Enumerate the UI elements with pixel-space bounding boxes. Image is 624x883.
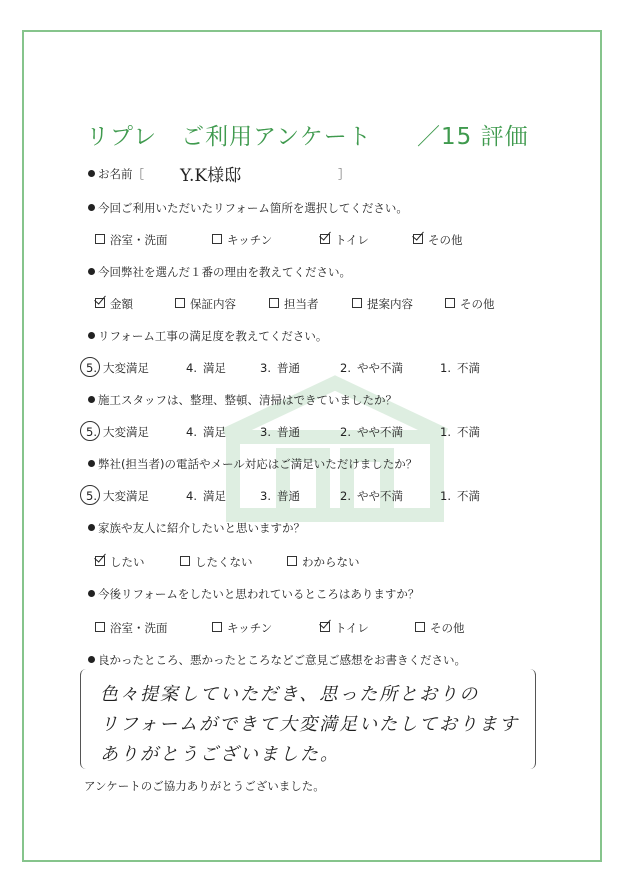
option-label: キッチン	[227, 233, 273, 247]
evaluation-score: ／15 評価	[417, 124, 529, 150]
question-6	[88, 520, 305, 536]
rating-option[interactable]	[86, 424, 149, 440]
checkbox-checked-icon[interactable]	[95, 298, 105, 308]
checkbox-option[interactable]	[320, 232, 369, 248]
option-label: その他	[460, 297, 495, 311]
checkbox-checked-icon[interactable]	[95, 556, 105, 566]
question-3	[88, 328, 327, 344]
question-3-text: リフォーム工事の満足度を教えてください。	[98, 329, 328, 343]
checkbox-option[interactable]	[269, 296, 319, 312]
survey-title	[86, 118, 529, 151]
option-label: したくない	[195, 555, 253, 569]
rating-option[interactable]	[260, 424, 300, 440]
option-label: 浴室・洗面	[110, 621, 168, 635]
bullet-icon	[88, 396, 95, 403]
bullet-icon	[88, 332, 95, 339]
checkbox-icon[interactable]	[212, 234, 222, 244]
checkbox-option[interactable]	[352, 296, 413, 312]
checkbox-icon[interactable]	[269, 298, 279, 308]
rating-number: 1.	[440, 361, 451, 375]
rating-option[interactable]	[440, 488, 480, 504]
rating-number: 4.	[186, 425, 197, 439]
rating-label: やや不満	[356, 489, 403, 503]
checkbox-icon[interactable]	[95, 622, 105, 632]
rating-number: 2.	[340, 361, 351, 375]
option-label: その他	[430, 621, 465, 635]
question-2	[88, 264, 351, 280]
rating-label: 不満	[456, 425, 480, 439]
name-label: お名前［	[98, 167, 144, 181]
rating-option[interactable]	[340, 424, 403, 440]
rating-number: 5.	[86, 361, 97, 375]
name-value: Y.K様邸	[180, 166, 242, 186]
rating-option[interactable]	[186, 488, 226, 504]
comment-line: ありがとうございました。	[100, 744, 340, 765]
rating-option[interactable]	[86, 488, 149, 504]
checkbox-option[interactable]	[413, 232, 463, 248]
bullet-icon	[88, 170, 95, 177]
checkbox-icon[interactable]	[287, 556, 297, 566]
rating-number: 3.	[260, 489, 271, 503]
title-text: リプレ ご利用アンケート	[86, 124, 372, 150]
rating-label: 不満	[456, 361, 480, 375]
checkbox-icon[interactable]	[445, 298, 455, 308]
question-4	[88, 392, 397, 408]
question-4-text: 施工スタッフは、整理、整頓、清掃はできていましたか？	[98, 393, 397, 407]
checkbox-option[interactable]	[95, 620, 168, 636]
rating-option[interactable]	[86, 360, 149, 376]
rating-label: 満足	[202, 489, 226, 503]
checkbox-option[interactable]	[320, 620, 369, 636]
question-5	[88, 456, 417, 472]
bullet-icon	[88, 590, 95, 597]
checkbox-option[interactable]	[212, 232, 272, 248]
name-label-wrap	[88, 166, 144, 182]
checkbox-icon[interactable]	[415, 622, 425, 632]
rating-label: 不満	[456, 489, 480, 503]
rating-option[interactable]	[260, 360, 300, 376]
checkbox-option[interactable]	[175, 296, 236, 312]
checkbox-option[interactable]	[287, 554, 360, 570]
checkbox-icon[interactable]	[175, 298, 185, 308]
rating-label: 大変満足	[102, 489, 149, 503]
checkbox-option[interactable]	[95, 296, 133, 312]
checkbox-icon[interactable]	[180, 556, 190, 566]
rating-label: やや不満	[356, 425, 403, 439]
name-close-bracket: ］	[338, 167, 350, 181]
option-label: わからない	[302, 555, 360, 569]
checkbox-checked-icon[interactable]	[413, 234, 423, 244]
checkbox-icon[interactable]	[352, 298, 362, 308]
rating-label: 満足	[202, 361, 226, 375]
rating-option[interactable]	[340, 488, 403, 504]
comment-line: リフォームができて大変満足いたしております	[100, 714, 520, 735]
rating-option[interactable]	[440, 424, 480, 440]
comment-line: 色々提案していただき、思った所とおりの	[100, 684, 480, 705]
rating-number: 1.	[440, 489, 451, 503]
option-label: キッチン	[227, 621, 273, 635]
rating-option[interactable]	[186, 424, 226, 440]
checkbox-icon[interactable]	[95, 234, 105, 244]
rating-number: 2.	[340, 425, 351, 439]
rating-number: 4.	[186, 489, 197, 503]
question-8-text: 良かったところ、悪かったところなどご意見ご感想をお書きください。	[98, 653, 466, 667]
checkbox-option[interactable]	[95, 554, 145, 570]
rating-number: 5.	[86, 425, 97, 439]
rating-number: 2.	[340, 489, 351, 503]
option-label: したい	[110, 555, 145, 569]
question-2-text: 今回弊社を選んだ１番の理由を教えてください。	[98, 265, 351, 279]
option-label: その他	[428, 233, 463, 247]
thank-you-footer: アンケートのご協力ありがとうございました。	[84, 779, 325, 793]
rating-number: 3.	[260, 361, 271, 375]
question-1-text: 今回ご利用いただいたリフォーム箇所を選択してください。	[98, 201, 408, 215]
rating-label: 普通	[276, 361, 300, 375]
rating-number: 4.	[186, 361, 197, 375]
checkbox-checked-icon[interactable]	[320, 234, 330, 244]
rating-option[interactable]	[186, 360, 226, 376]
rating-number: 3.	[260, 425, 271, 439]
bullet-icon	[88, 268, 95, 275]
rating-option[interactable]	[260, 488, 300, 504]
question-8	[88, 652, 466, 668]
option-label: 提案内容	[367, 297, 413, 311]
rating-label: 普通	[276, 489, 300, 503]
question-7	[88, 586, 419, 602]
option-label: 浴室・洗面	[110, 233, 168, 247]
checkbox-option[interactable]	[95, 232, 168, 248]
bullet-icon	[88, 656, 95, 663]
checkbox-option[interactable]	[445, 296, 495, 312]
option-label: 金額	[110, 297, 133, 311]
checkbox-option[interactable]	[180, 554, 253, 570]
rating-number: 5.	[86, 489, 97, 503]
checkbox-option[interactable]	[212, 620, 272, 636]
option-label: トイレ	[335, 233, 369, 247]
question-6-text: 家族や友人に紹介したいと思いますか？	[98, 521, 305, 535]
rating-label: やや不満	[356, 361, 403, 375]
rating-label: 普通	[276, 425, 300, 439]
question-1	[88, 200, 408, 216]
rating-label: 満足	[202, 425, 226, 439]
rating-number: 1.	[440, 425, 451, 439]
bullet-icon	[88, 460, 95, 467]
checkbox-checked-icon[interactable]	[320, 622, 330, 632]
rating-option[interactable]	[440, 360, 480, 376]
option-label: 担当者	[284, 297, 319, 311]
rating-option[interactable]	[340, 360, 403, 376]
bullet-icon	[88, 524, 95, 531]
checkbox-option[interactable]	[415, 620, 465, 636]
question-5-text: 弊社(担当者)の電話やメール対応はご満足いただけましたか？	[98, 457, 418, 471]
checkbox-icon[interactable]	[212, 622, 222, 632]
bullet-icon	[88, 204, 95, 211]
question-7-text: 今後リフォームをしたいと思われているところはありますか？	[98, 587, 420, 601]
rating-label: 大変満足	[102, 361, 149, 375]
rating-label: 大変満足	[102, 425, 149, 439]
option-label: トイレ	[335, 621, 369, 635]
option-label: 保証内容	[190, 297, 236, 311]
